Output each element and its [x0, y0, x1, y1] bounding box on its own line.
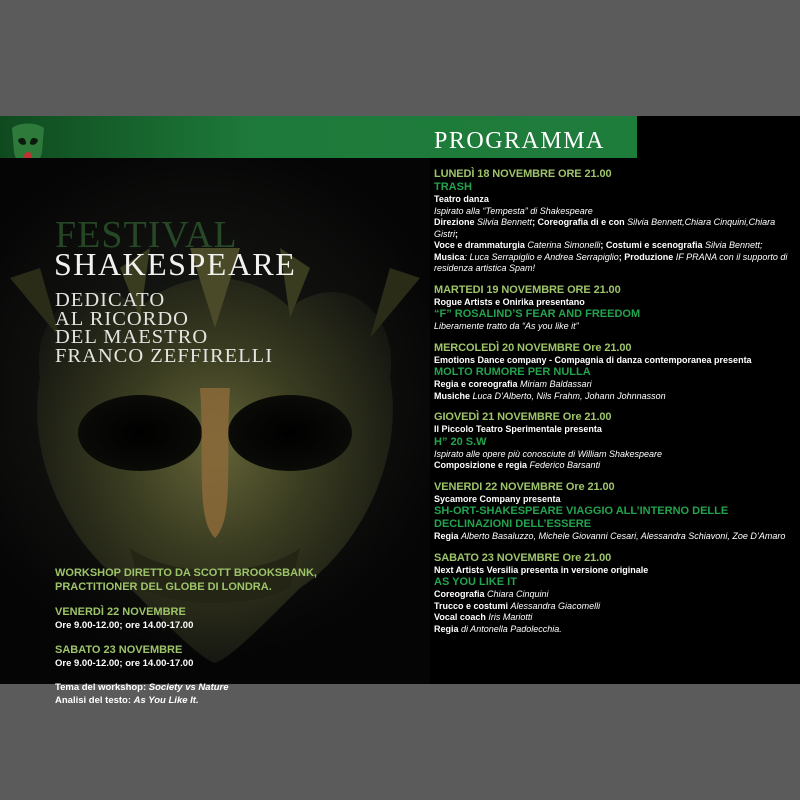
dedication-line: DEDICATO [55, 289, 166, 311]
event-detail-line [434, 531, 794, 543]
event-detail-line [434, 194, 794, 206]
workshop-day: VENERDÌ 22 NOVEMBRE [55, 606, 186, 618]
event-detail-line [434, 460, 794, 472]
event-title [434, 366, 794, 379]
event-detail-line [434, 589, 794, 601]
event-detail-segment: Alberto Basaluzzo, Michele Giovanni Cesari, Alessandra Schiavoni, Zoe D’Amaro [461, 531, 786, 541]
event-detail-segment: : Luca Serrapiglio e Andrea Serrapiglio [464, 251, 619, 262]
event-presenter: Il Piccolo Teatro Sperimentale presenta [434, 424, 602, 434]
event-title-text: MOLTO RUMORE PER NULLA [434, 366, 591, 378]
event-detail-segment: Ispirato alla “Tempesta” di Shakespeare [434, 205, 593, 216]
festival-word: FESTIVAL [55, 214, 238, 256]
event-detail-segment: ; Costumi e scenografia [600, 240, 705, 250]
event-date: MERCOLEDÌ 20 NOVEMBRE Ore 21.00 [434, 341, 632, 354]
event-detail-segment: Vocal coach [434, 612, 489, 622]
event-detail-segment: Iris Mariotti [488, 612, 533, 622]
event-title-rest: VIAGGIO ALL’INTERNO DELLE [562, 505, 729, 517]
event-detail-segment: Miriam Baldassari [520, 379, 592, 389]
event-detail-segment: Composizione e regia [434, 460, 530, 470]
event-presenter: Emotions Dance company - Compagnia di danza contemporanea presenta [434, 354, 752, 365]
event-detail-segment: Silvia Bennett,Chiara Cinquini,Chiara Gistri [434, 217, 776, 239]
event-detail-segment: Voce e drammaturgia [434, 240, 528, 250]
event-detail-segment: di Antonella Padolecchia. [461, 623, 562, 634]
event-detail-segment: Chiara Cinquini [487, 589, 549, 599]
program-title: PROGRAMMA [434, 128, 605, 154]
workshop-day: SABATO 23 NOVEMBRE [55, 644, 183, 656]
event-title [434, 505, 794, 518]
workshop-section [55, 566, 355, 707]
program-event [434, 552, 794, 636]
event-title-text: TRASH [434, 181, 472, 193]
event-detail-line [434, 379, 794, 391]
event-detail-segment: Regia e coreografia [434, 379, 521, 389]
event-detail-segment: Silvia Bennett [477, 217, 533, 227]
event-detail-segment: Liberamente tratto da “As you like it” [434, 321, 579, 331]
event-detail-line [434, 612, 794, 624]
event-detail-line [434, 391, 794, 403]
event-detail-segment: ; Produzione [618, 251, 676, 262]
event-detail-segment: Musiche [434, 390, 473, 401]
event-detail-segment: Regia [434, 531, 462, 541]
workshop-theme [55, 681, 355, 694]
event-presenter: Rogue Artists e Onirika presentano [434, 296, 585, 307]
event-detail-segment: Silvia Bennett; [704, 240, 763, 250]
event-detail-segment: IF PRANA con il supporto di residenza artistica Spam! [434, 251, 788, 273]
event-detail-segment: Teatro danza [434, 194, 489, 204]
event-detail-segment: Federico Barsanti [529, 460, 601, 470]
event-title [434, 308, 794, 321]
event-detail-segment: Ispirato alle opere più conosciute di William Shakespeare [434, 448, 663, 459]
event-detail-line [434, 240, 794, 252]
theme-value: Society vs Nature [148, 682, 229, 693]
event-detail-segment: Direzione [434, 217, 478, 227]
mask-image-panel [0, 158, 430, 706]
event-detail-line [434, 321, 794, 333]
event-presenter: Sycamore Company presenta [434, 493, 561, 504]
event-detail-line [434, 624, 794, 636]
event-title [434, 576, 794, 589]
workshop-analysis [55, 694, 355, 707]
festival-flyer [0, 116, 800, 706]
program-event [434, 411, 794, 472]
event-detail-line [434, 206, 794, 218]
event-detail-segment: ; [455, 228, 458, 239]
program-list [434, 168, 794, 644]
event-detail-line [434, 252, 794, 275]
event-date: VENERDI 22 NOVEMBRE Ore 21.00 [434, 480, 615, 493]
event-date: SABATO 23 NOVEMBRE Ore 21.00 [434, 551, 612, 564]
event-detail-line [434, 449, 794, 461]
event-title [434, 181, 794, 194]
event-detail-line [434, 601, 794, 613]
event-detail-line [434, 217, 794, 240]
event-detail-segment: Alessandra Giacomelli [510, 600, 601, 611]
event-title-text: AS YOU LIKE IT [434, 576, 517, 588]
event-title-text: “F” ROSALIND’S FEAR AND FREEDOM [434, 308, 641, 320]
workshop-hours: Ore 9.00-12.00; ore 14.00-17.00 [55, 620, 194, 631]
event-detail-segment: Regia [434, 623, 462, 634]
event-date: GIOVEDÌ 21 NOVEMBRE Ore 21.00 [434, 411, 612, 423]
program-event [434, 342, 794, 403]
event-detail-segment: Coreografia [434, 589, 488, 599]
event-presenter: Next Artists Versilia presenta in versione originale [434, 564, 649, 575]
event-detail-segment: ; Coreografia di e con [532, 217, 628, 227]
event-detail-segment: Luca D’Alberto, Nils Frahm, Johann Johnnasson [472, 390, 666, 401]
workshop-title: WORKSHOP DIRETTO DA SCOTT BROOKSBANK, PRACTITIONER DEL GLOBE DI LONDRA. [55, 567, 317, 593]
festival-name: SHAKESPEARE [54, 246, 297, 282]
analysis-value: As You Like It. [133, 695, 199, 706]
event-title [434, 436, 794, 449]
event-detail-segment: Trucco e costumi [434, 600, 511, 611]
event-date: MARTEDI 19 NOVEMBRE ORE 21.00 [434, 283, 621, 296]
theme-label: Tema del workshop: [55, 682, 147, 693]
dedication-line: DEL MAESTRO [55, 326, 209, 348]
program-event [434, 168, 794, 275]
workshop-hours: Ore 9.00-12.00; ore 14.00-17.00 [55, 658, 194, 669]
program-event [434, 481, 794, 543]
event-title-text: H” 20 S.W [434, 435, 487, 448]
dedication-line: FRANCO ZEFFIRELLI [55, 344, 274, 367]
event-title-text: SH-ORT-SHAKESPEARE [434, 505, 563, 517]
dedication-line: AL RICORDO [55, 307, 189, 330]
event-title-line2: DECLINAZIONI DELL’ESSERE [434, 518, 592, 530]
event-detail-segment: Musica [434, 251, 465, 262]
event-date: LUNEDÌ 18 NOVEMBRE ORE 21.00 [434, 168, 612, 180]
analysis-label: Analisi del testo: [55, 695, 132, 706]
dedication-text [55, 291, 273, 365]
program-event [434, 284, 794, 333]
event-detail-segment: Caterina Simonelli [527, 240, 601, 250]
